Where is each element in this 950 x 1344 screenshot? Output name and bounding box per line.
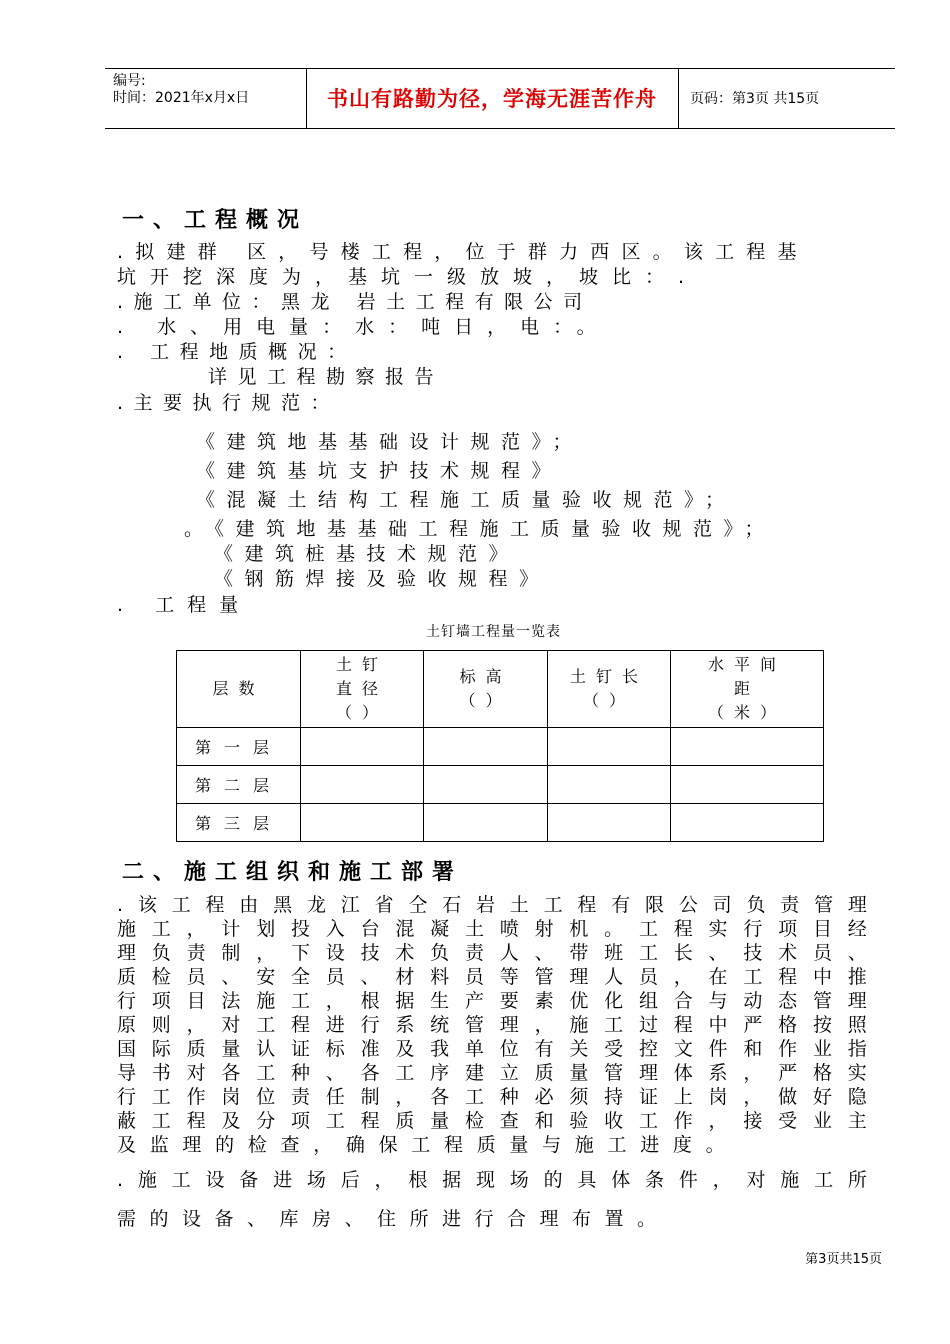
water-power-usage: . 水、用电量：水：吨日，电：。 <box>117 316 610 338</box>
header-cell-diameter: 土钉 直径 （） <box>301 651 424 728</box>
equipment-line1-wrap <box>117 1168 867 1192</box>
doc-number-label: 编号: <box>113 73 146 89</box>
norm-item: 《建筑基坑支护技术规程》 <box>196 460 563 482</box>
paragraph-line: 施 工 ， 计 划 投 入 台 混 凝 土 喷 射 机 。 工 程 实 行 项 目 经 <box>117 918 867 940</box>
section2-title: 二、施工组织和施工部署 <box>122 860 464 885</box>
paragraph-last-line: 及监理的检查，确保工程质量与施工进度。 <box>117 1134 739 1156</box>
paragraph-line: 质 检 员 、 安 全 员 、 材 料 员 等 管 理 人 员 ， 在 工 程 中 推 <box>117 966 867 988</box>
norms-title: .主要执行规范： <box>117 392 341 414</box>
overview-line2: 坑开挖深度为，基坑一级放坡，坡比：. <box>117 266 699 288</box>
doc-time-label: 时间：2021年x月x日 <box>113 90 250 106</box>
equipment-line1: . 施 工 设 备 进 场 后 ， 根 据 现 场 的 具 体 条 件 ， 对 施 工 所 <box>117 1169 867 1191</box>
geology-title: . 工程地质概况： <box>117 341 357 363</box>
norm-item: 《钢筋焊接及验收规程》 <box>214 568 550 590</box>
soil-nail-table <box>176 650 824 842</box>
table-caption: 土钉墙工程量一览表 <box>426 624 561 640</box>
row-label: 第二层 <box>177 766 301 804</box>
header-bottom-rule <box>105 128 895 129</box>
geology-body: 详见工程勘察报告 <box>208 366 445 388</box>
norm-item: 《建筑地基基础设计规范》； <box>196 431 584 453</box>
paragraph-line: 国 际 质 量 认 证 标 准 及 我 单 位 有 关 受 控 文 件 和 作 业 指 <box>117 1038 867 1060</box>
table-row <box>177 804 824 842</box>
section1-title: 一、工程概况 <box>122 208 309 233</box>
quantity-title: . 工程量 <box>117 594 252 616</box>
header-cell-horizontal-spacing: 水平间 距 （米） <box>671 651 824 728</box>
footer-page-number: 第3页共15页 <box>805 1252 882 1267</box>
paragraph-line: 导 书 对 各 工 种 、 各 工 序 建 立 质 量 管 理 体 系 ， 严 格 实 <box>117 1062 867 1084</box>
header-motto: 书山有路勤为径，学海无涯苦作舟 <box>327 87 657 111</box>
paragraph-line: 行 工 作 岗 位 责 任 制 ， 各 工 种 必 须 持 证 上 岗 ， 做 好 隐 <box>117 1086 867 1108</box>
norm-item: 。《建筑地基基础工程施工质量验收规范》； <box>184 518 776 540</box>
header-page-code: 页码：第3页 共15页 <box>690 91 820 107</box>
header-cell-nail-length: 土钉长 （） <box>548 651 671 728</box>
table-header-row <box>177 651 824 728</box>
paragraph-line: . 该 工 程 由 黑 龙 江 省 仝 石 岩 土 工 程 有 限 公 司 负 责 管 理 <box>117 894 867 916</box>
row-label: 第一层 <box>177 728 301 766</box>
norm-item: 《建筑桩基技术规范》 <box>214 543 520 565</box>
construction-unit: .施工单位：黑龙 岩土工程有限公司 <box>117 291 593 313</box>
organization-paragraph <box>117 893 867 1157</box>
norm-item: 《混凝土结构工程施工质量验收规范》； <box>196 489 736 511</box>
paragraph-line: 蔽 工 程 及 分 项 工 程 质 量 检 查 和 验 收 工 作 ， 接 受 业 主 <box>117 1110 867 1132</box>
header-cell-layers: 层数 <box>177 651 301 728</box>
header-divider-right <box>678 68 679 128</box>
paragraph-line: 理 负 责 制 ， 下 设 技 术 负 责 人 、 带 班 工 长 、 技 术 员 、 <box>117 942 867 964</box>
paragraph-line: 原 则 ， 对 工 程 进 行 系 统 管 理 ， 施 工 过 程 中 严 格 按 照 <box>117 1014 867 1036</box>
header-cell-elevation: 标高 （） <box>424 651 548 728</box>
overview-line1: .拟建群 区，号楼工程，位于群力西区。该工程基 <box>117 241 809 263</box>
equipment-line2: 需的设备、库房、住所进行合理布置。 <box>117 1208 670 1230</box>
row-label: 第三层 <box>177 804 301 842</box>
paragraph-line: 行 项 目 法 施 工 ， 根 据 生 产 要 素 优 化 组 合 与 动 态 管 理 <box>117 990 867 1012</box>
table-row <box>177 766 824 804</box>
table-row <box>177 728 824 766</box>
